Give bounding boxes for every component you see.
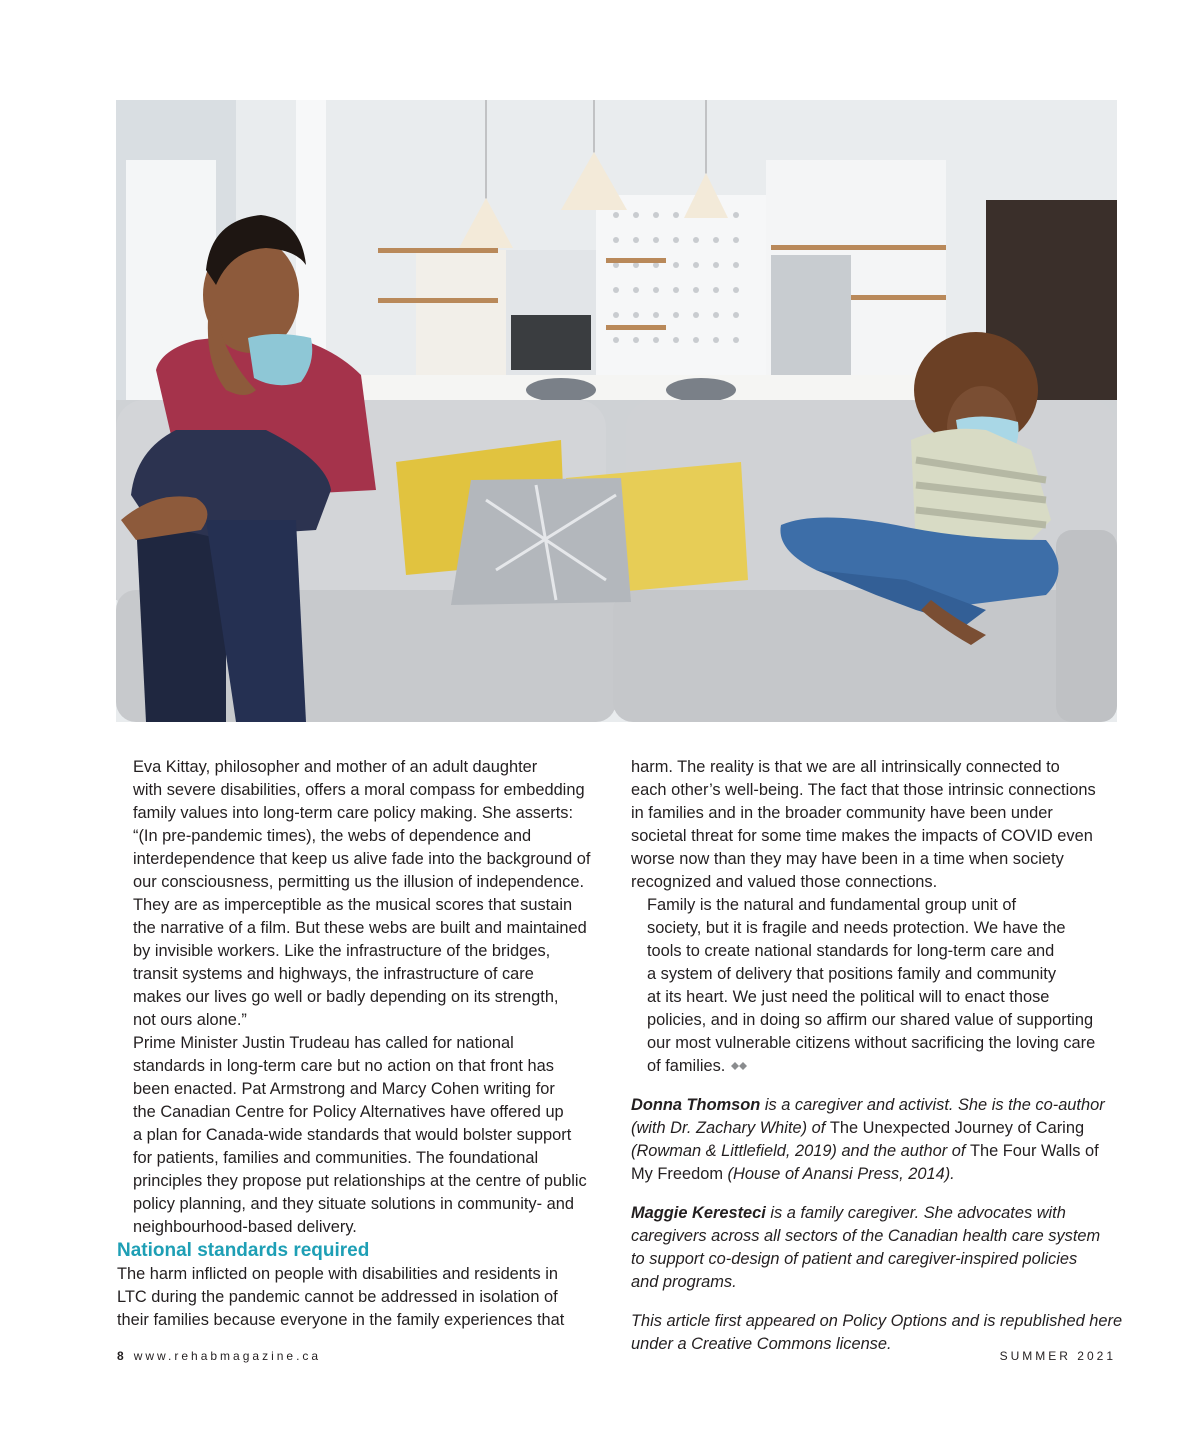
text-line: policy planning, and they situate solutions in community- and — [133, 1195, 574, 1213]
paragraph-trudeau — [117, 1032, 597, 1239]
text-line: at its heart. We just need the political will to enact those — [647, 988, 1050, 1006]
text-line: principles they propose put relationships at the centre of public — [133, 1172, 587, 1190]
text-line: societal threat for some time makes the impacts of COVID even — [631, 827, 1093, 845]
text-line: harm. The reality is that we are all intrinsically connected to — [631, 758, 1060, 776]
text-line — [631, 1140, 1111, 1163]
text-fragment: (with Dr. Zachary White) of — [631, 1119, 830, 1137]
text-line: not ours alone.” — [133, 1011, 247, 1029]
text-line: Eva Kittay, philosopher and mother of an adult daughter — [133, 758, 538, 776]
text-line: under a Creative Commons license. — [631, 1335, 892, 1353]
text-line: the narrative of a film. But these webs are built and maintained — [133, 919, 587, 937]
text-line: a plan for Canada-wide standards that would bolster support — [133, 1126, 572, 1144]
article-photo — [116, 100, 1117, 722]
website-link[interactable]: www.rehabmagazine.ca — [133, 1349, 322, 1363]
page-footer — [117, 1349, 1116, 1365]
text-line: in families and in the broader community have been under — [631, 804, 1053, 822]
issue-label: SUMMER 2021 — [999, 1349, 1116, 1363]
text-line: standards in long-term care but no action on that front has — [133, 1057, 554, 1075]
text-line: by invisible workers. Like the infrastructure of the bridges, — [133, 942, 551, 960]
section-heading: National standards required — [117, 1240, 370, 1261]
text-line: neighbourhood-based delivery. — [133, 1218, 357, 1236]
article-end-icon — [729, 1060, 749, 1072]
paragraph-kittay — [117, 756, 597, 1032]
text-line: each other’s well-being. The fact that those intrinsic connections — [631, 781, 1096, 799]
author-name: Maggie Keresteci — [631, 1204, 766, 1222]
text-line: to support co-design of patient and caregiver-inspired policies — [631, 1250, 1078, 1268]
author-bio-thomson — [631, 1094, 1111, 1186]
text-line: society, but it is fragile and needs protection. We have the — [647, 919, 1066, 937]
text-line — [631, 1094, 1111, 1117]
text-line — [631, 1202, 1111, 1225]
author-name: Donna Thomson — [631, 1096, 761, 1114]
text-line: family values into long-term care policy making. She asserts: — [133, 804, 573, 822]
text-line: worse now than they may have been in a time when society — [631, 850, 1064, 868]
text-fragment: (House of Anansi Press, 2014). — [723, 1165, 955, 1183]
paragraph-reality — [631, 756, 1111, 894]
text-fragment: is a caregiver and activist. She is the co-author — [760, 1096, 1105, 1114]
text-line — [631, 1163, 1111, 1186]
text-line: tools to create national standards for long-term care and — [647, 942, 1055, 960]
text-line: for patients, families and communities. The foundational — [133, 1149, 539, 1167]
text-line: LTC during the pandemic cannot be addressed in isolation of — [117, 1288, 558, 1306]
text-line: Family is the natural and fundamental group unit of — [647, 896, 1017, 914]
text-line: makes our lives go well or badly depending on its strength, — [133, 988, 559, 1006]
text-line: with severe disabilities, offers a moral compass for embedding — [133, 781, 585, 799]
photo-family-couch-masks-icon — [116, 100, 1117, 722]
text-line: transit systems and highways, the infrastructure of care — [133, 965, 534, 983]
text-line: a system of delivery that positions family and community — [647, 965, 1057, 983]
text-line: Prime Minister Justin Trudeau has called for national — [133, 1034, 514, 1052]
paragraph-harm — [117, 1263, 597, 1332]
text-fragment: (Rowman & Littlefield, 2019) and the author of — [631, 1142, 970, 1160]
author-bio-keresteci — [631, 1202, 1111, 1294]
text-line: and programs. — [631, 1273, 737, 1291]
text-line: the Canadian Centre for Policy Alternatives have offered up — [133, 1103, 564, 1121]
paragraph-family — [631, 894, 1111, 1078]
text-line: The harm inflicted on people with disabilities and residents in — [117, 1265, 558, 1283]
text-line: our consciousness, permitting us the illusion of independence. — [133, 873, 585, 891]
text-fragment: of families. — [647, 1057, 726, 1075]
text-line: policies, and in doing so affirm our shared value of supporting — [647, 1011, 1094, 1029]
text-line: “(In pre-pandemic times), the webs of dependence and — [133, 827, 532, 845]
text-line: our most vulnerable citizens without sacrificing the loving care — [647, 1034, 1096, 1052]
article-column-left — [117, 756, 597, 1332]
text-line: recognized and valued those connections. — [631, 873, 938, 891]
text-line — [631, 1055, 1111, 1078]
text-line: They are as imperceptible as the musical scores that sustain — [133, 896, 573, 914]
text-line — [631, 1117, 1111, 1140]
text-line: their families because everyone in the family experiences that — [117, 1311, 565, 1329]
text-fragment: is a family caregiver. She advocates with — [765, 1204, 1066, 1222]
book-title: My Freedom — [631, 1165, 723, 1183]
text-line: caregivers across all sectors of the Canadian health care system — [631, 1227, 1101, 1245]
text-line: been enacted. Pat Armstrong and Marcy Cohen writing for — [133, 1080, 555, 1098]
page-number: 8 — [117, 1349, 124, 1363]
book-title: The Unexpected Journey of Caring — [829, 1119, 1085, 1137]
book-title: The Four Walls of — [969, 1142, 1099, 1160]
text-line: This article first appeared on Policy Options and is republished here — [631, 1312, 1123, 1330]
text-line: interdependence that keep us alive fade into the background of — [133, 850, 591, 868]
